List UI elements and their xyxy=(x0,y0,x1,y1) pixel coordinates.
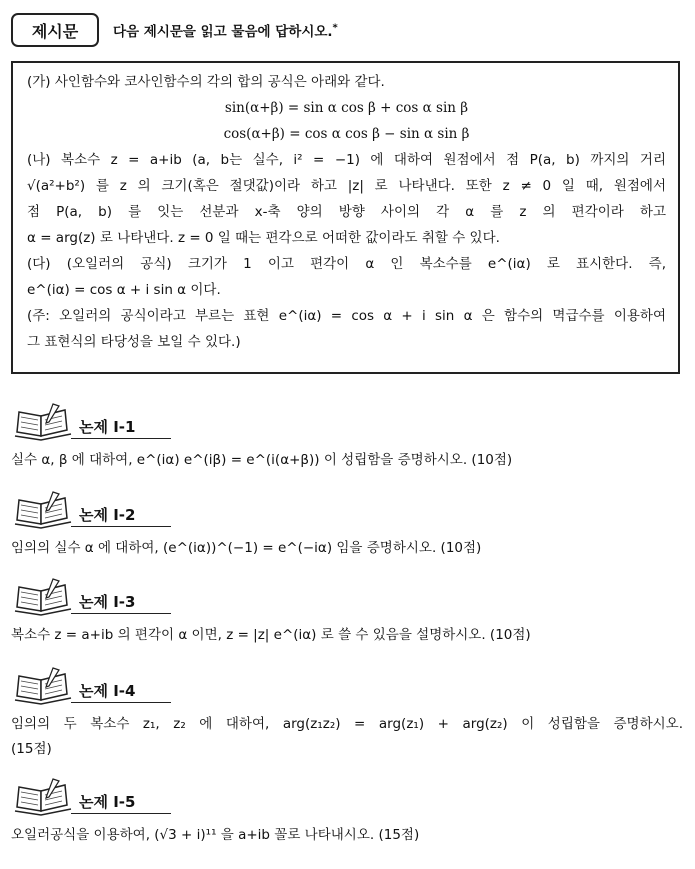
question-3-underline xyxy=(71,613,171,614)
question-4-title: 논제 I-4 xyxy=(79,682,136,700)
question-2 xyxy=(11,490,683,561)
question-1-title: 논제 I-1 xyxy=(79,418,136,436)
passage-da-line1: (다) (오일러의 공식) 크기가 1 이고 편각이 α 인 복소수를 e^(iα) 로 표시한다. 즉, xyxy=(27,256,666,272)
question-4-points: (15점) xyxy=(11,741,52,757)
question-5-text: 오일러공식을 이용하여, (√3 + i)¹¹ 을 a+ib 꼴로 나타내시오. (15점) xyxy=(11,827,420,843)
formula-cos-sum: cos(α+β) = cos α cos β − sin α sin β xyxy=(223,126,470,142)
book-writing-icon xyxy=(13,666,73,706)
question-1-underline xyxy=(71,438,171,439)
question-2-underline xyxy=(71,526,171,527)
question-2-title: 논제 I-2 xyxy=(79,506,136,524)
question-4-text xyxy=(11,712,683,762)
passage-na-line2: √(a²+b²) 를 z 의 크기(혹은 절댓값)이라 하고 |z| 로 나타낸다. 또한 z ≠ 0 일 때, 원점에서 xyxy=(27,178,666,194)
passage-ga: (가) 사인함수와 코사인함수의 각의 합의 공식은 아래와 같다. xyxy=(27,74,385,90)
header xyxy=(11,13,338,47)
question-5-title: 논제 I-5 xyxy=(79,793,136,811)
book-writing-icon xyxy=(13,490,73,530)
passage-na-line1: (나) 복소수 z = a+ib (a, b는 실수, i² = −1) 에 대하여 원점에서 점 P(a, b) 까지의 거리 xyxy=(27,152,666,168)
book-writing-icon xyxy=(13,402,73,442)
question-4 xyxy=(11,666,683,762)
instruction xyxy=(113,20,338,40)
passage-note-line2: 그 표현식의 타당성을 보일 수 있다.) xyxy=(27,334,241,350)
book-writing-icon xyxy=(13,577,73,617)
question-4-text-line: 임의의 두 복소수 z₁, z₂ 에 대하여, arg(z₁z₂) = arg(z₁) + arg(z₂) 이 성립함을 증명하시오. xyxy=(11,716,683,732)
question-3 xyxy=(11,577,683,648)
passage-na-line3: 점 P(a, b) 를 잇는 선분과 x-축 양의 방향 사이의 각 α 를 z 의 편각이라 하고 xyxy=(27,204,666,220)
question-3-title: 논제 I-3 xyxy=(79,593,136,611)
question-4-underline xyxy=(71,702,171,703)
question-1-text: 실수 α, β 에 대하여, e^(iα) e^(iβ) = e^(i(α+β)) 이 성립함을 증명하시오. (10점) xyxy=(11,452,513,468)
question-1 xyxy=(11,402,683,473)
book-writing-icon xyxy=(13,777,73,817)
formula-sin-sum: sin(α+β) = sin α cos β + cos α sin β xyxy=(224,100,469,116)
passage-note-line1: (주: 오일러의 공식이라고 부르는 표현 e^(iα) = cos α + i sin α 은 함수의 멱급수를 이용하여 xyxy=(27,308,666,324)
question-5 xyxy=(11,777,683,848)
passage-da-line2: e^(iα) = cos α + i sin α 이다. xyxy=(27,282,221,298)
question-2-text: 임의의 실수 α 에 대하여, (e^(iα))^(−1) = e^(−iα) 임을 증명하시오. (10점) xyxy=(11,540,482,556)
passage-na-line4: α = arg(z) 로 나타낸다. z = 0 일 때는 편각으로 어떠한 값이라도 취할 수 있다. xyxy=(27,230,500,246)
instruction-text: 다음 제시문을 읽고 물음에 답하시오. xyxy=(113,24,333,40)
question-3-text: 복소수 z = a+ib 의 편각이 α 이면, z = |z| e^(iα) 로 쓸 수 있음을 설명하시오. (10점) xyxy=(11,627,531,643)
passage-badge: 제시문 xyxy=(11,13,99,47)
instruction-asterisk: * xyxy=(332,22,338,34)
question-5-underline xyxy=(71,813,171,814)
passage-box xyxy=(11,61,680,374)
